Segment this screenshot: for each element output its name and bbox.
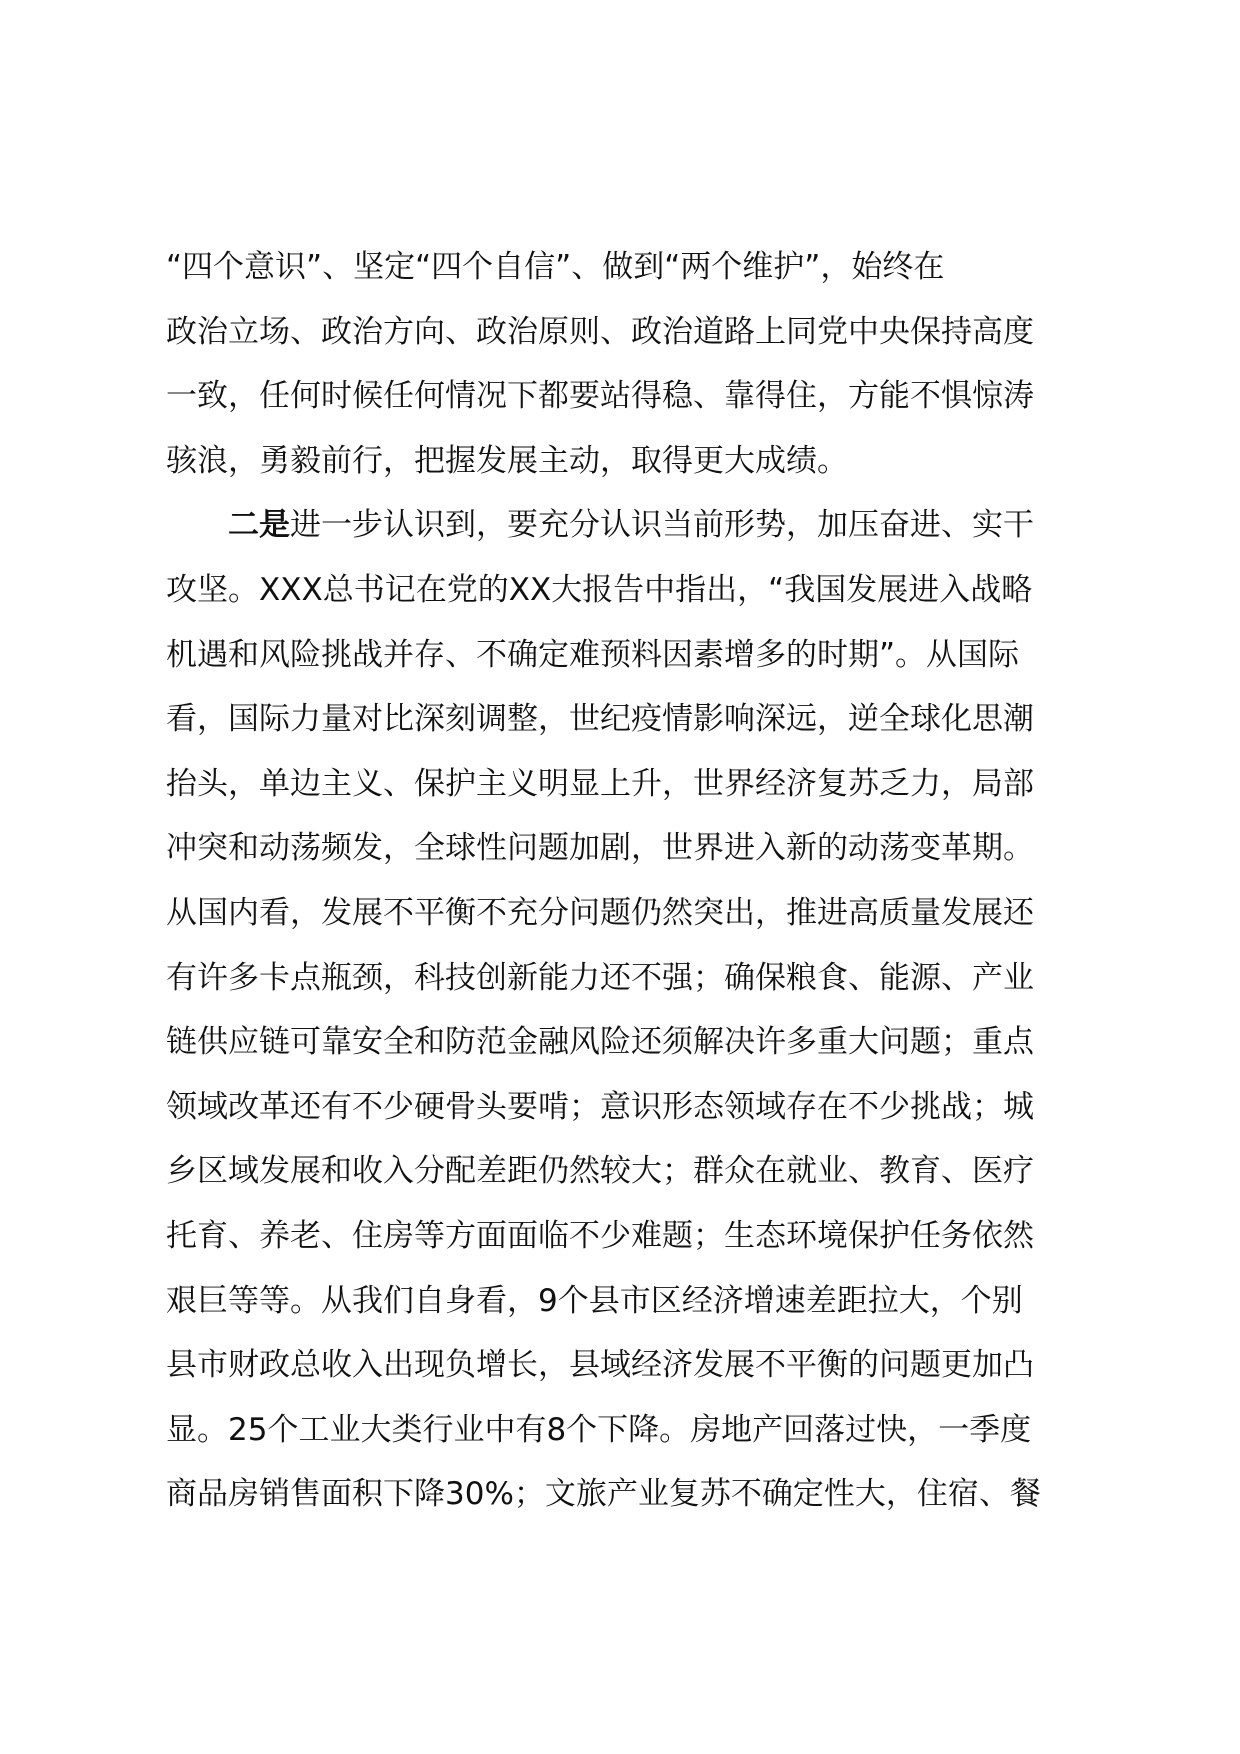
text-line: 显。25个工业大类行业中有8个下降。房地产回落过快，一季度 <box>166 1411 1032 1448</box>
text-line: 托育、养老、住房等方面面临不少难题；生态环境保护任务依然 <box>166 1217 1034 1254</box>
text-line: 看，国际力量对比深刻调整，世纪疫情影响深远，逆全球化思潮 <box>166 701 1034 738</box>
body-text <box>166 235 1111 1527</box>
paragraph-indent <box>166 507 228 543</box>
text-line: 冲突和动荡频发，全球性问题加剧，世界进入新的动荡变革期。 <box>166 830 1034 867</box>
text-line: 乡区域发展和收入分配差距仍然较大；群众在就业、教育、医疗 <box>166 1153 1034 1190</box>
paragraph-start-line <box>166 493 1111 558</box>
text-line: 链供应链可靠安全和防范金融风险还须解决许多重大问题；重点 <box>166 1024 1034 1061</box>
text-line: 领域改革还有不少硬骨头要啃；意识形态领域存在不少挑战；城 <box>166 1088 1034 1125</box>
text-line: 一致，任何时候任何情况下都要站得稳、靠得住，方能不惧惊涛 <box>166 378 1034 415</box>
paragraph-lead-rest: 进一步认识到，要充分认识当前形势，加压奋进、实干 <box>290 507 1034 544</box>
paragraph-lead: 二是 <box>228 507 290 544</box>
text-line: 攻坚。XXX总书记在党的XX大报告中指出，“我国发展进入战略 <box>166 571 1033 608</box>
text-line: 骇浪，勇毅前行，把握发展主动，取得更大成绩。 <box>166 442 848 479</box>
text-line: 政治立场、政治方向、政治原则、政治道路上同党中央保持高度 <box>166 313 1034 350</box>
text-line: 机遇和风险挑战并存、不确定难预料因素增多的时期”。从国际 <box>166 636 1020 673</box>
text-line: 有许多卡点瓶颈，科技创新能力还不强；确保粮食、能源、产业 <box>166 959 1034 996</box>
text-line: 从国内看，发展不平衡不充分问题仍然突出，推进高质量发展还 <box>166 894 1034 931</box>
text-line: 商品房销售面积下降30%；文旅产业复苏不确定性大，住宿、餐 <box>166 1476 1041 1513</box>
text-line: 抬头，单边主义、保护主义明显上升，世界经济复苏乏力，局部 <box>166 765 1034 802</box>
text-line: 县市财政总收入出现负增长，县域经济发展不平衡的问题更加凸 <box>166 1347 1034 1384</box>
text-line: “四个意识”、坚定“四个自信”、做到“两个维护”，始终在 <box>166 249 945 285</box>
text-line: 艰巨等等。从我们自身看，9个县市区经济增速差距拉大，个别 <box>166 1282 1023 1319</box>
